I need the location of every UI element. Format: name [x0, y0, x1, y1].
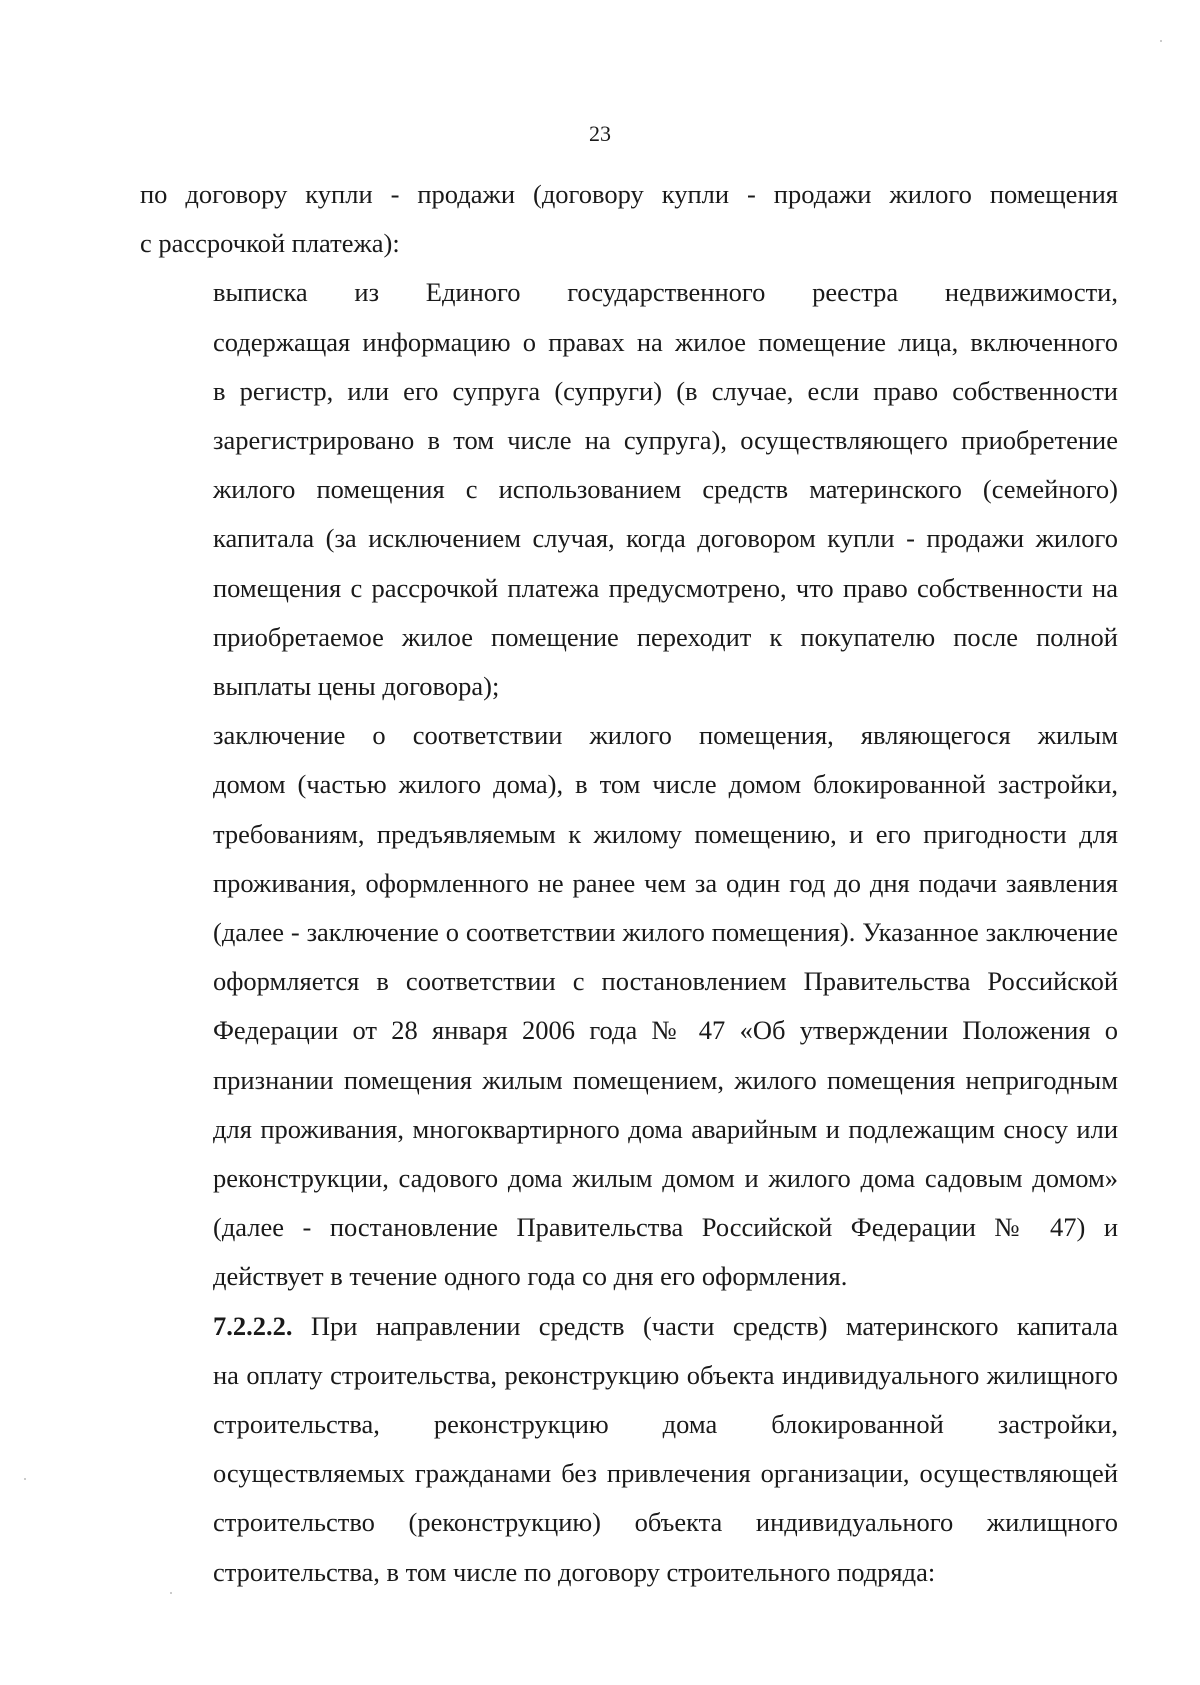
scan-speck	[24, 1478, 26, 1480]
section-number: 7.2.2.2.	[213, 1310, 293, 1341]
text-line: строительства, реконструкцию дома блокированной застройки,	[213, 1409, 1118, 1440]
text-line: приобретаемое жилое помещение переходит к покупателю после полной	[213, 621, 1118, 652]
text-line: жилого помещения с использованием средств материнского (семейного)	[213, 474, 1118, 505]
text-line: (далее - постановление Правительства Российской Федерации № 47) и	[213, 1212, 1118, 1243]
text-line: на оплату строительства, реконструкцию объекта индивидуального жилищного	[213, 1359, 1118, 1390]
text-line: требованиям, предъявляемым к жилому помещению, и его пригодности для	[213, 818, 1118, 849]
paragraph-section-7-2-2-2	[140, 1302, 1118, 1597]
text-line: строительства, в том числе по договору строительного подряда:	[213, 1556, 936, 1587]
text-line: выписка из Единого государственного реестра недвижимости,	[213, 277, 1118, 308]
text-line: с рассрочкой платежа):	[140, 228, 400, 259]
text-line: (далее - заключение о соответствии жилого помещения). Указанное заключение	[213, 917, 1118, 948]
text-line	[140, 1302, 1118, 1351]
text-line: оформляется в соответствии с постановлением Правительства Российской	[213, 966, 1118, 997]
text-line: действует в течение одного года со дня его оформления.	[213, 1261, 848, 1292]
text-line: для проживания, многоквартирного дома аварийным и подлежащим сносу или	[213, 1113, 1118, 1144]
text-line: заключение о соответствии жилого помещения, являющегося жилым	[213, 720, 1118, 751]
text-line: строительство (реконструкцию) объекта индивидуального жилищного	[213, 1507, 1118, 1538]
text-line: в регистр, или его супруга (супруги) (в случае, если право собственности	[213, 375, 1118, 406]
text-line: признании помещения жилым помещением, жилого помещения непригодным	[213, 1064, 1118, 1095]
document-body	[140, 170, 1118, 1597]
text-line: зарегистрировано в том числе на супруга), осуществляющего приобретение	[213, 425, 1118, 456]
scan-speck	[1160, 40, 1162, 42]
text-line: содержащая информацию о правах на жилое помещение лица, включенного	[213, 326, 1118, 357]
text-line: осуществляемых гражданами без привлечения организации, осуществляющей	[213, 1458, 1118, 1489]
text-line: проживания, оформленного не ранее чем за один год до дня подачи заявления	[213, 867, 1118, 898]
text-line: Федерации от 28 января 2006 года № 47 «Об утверждении Положения о	[213, 1015, 1118, 1046]
paragraph-registry-extract	[140, 268, 1118, 711]
page-number: 23	[589, 121, 611, 146]
text-line: по договору купли - продажи (договору купли - продажи жилого помещения	[140, 179, 1118, 209]
scan-speck	[170, 1592, 172, 1594]
paragraph-compliance-conclusion	[140, 711, 1118, 1301]
text-line: капитала (за исключением случая, когда договором купли - продажи жилого	[213, 523, 1118, 554]
text-line: помещения с рассрочкой платежа предусмотрено, что право собственности на	[213, 572, 1118, 603]
text-line: домом (частью жилого дома), в том числе домом блокированной застройки,	[213, 769, 1118, 800]
text-line: реконструкции, садового дома жилым домом и жилого дома садовым домом»	[213, 1163, 1118, 1194]
text-line: выплаты цены договора);	[213, 671, 500, 702]
paragraph-intro	[140, 170, 1118, 268]
text-line-content: При направлении средств (части средств) материнского капитала	[292, 1310, 1118, 1341]
